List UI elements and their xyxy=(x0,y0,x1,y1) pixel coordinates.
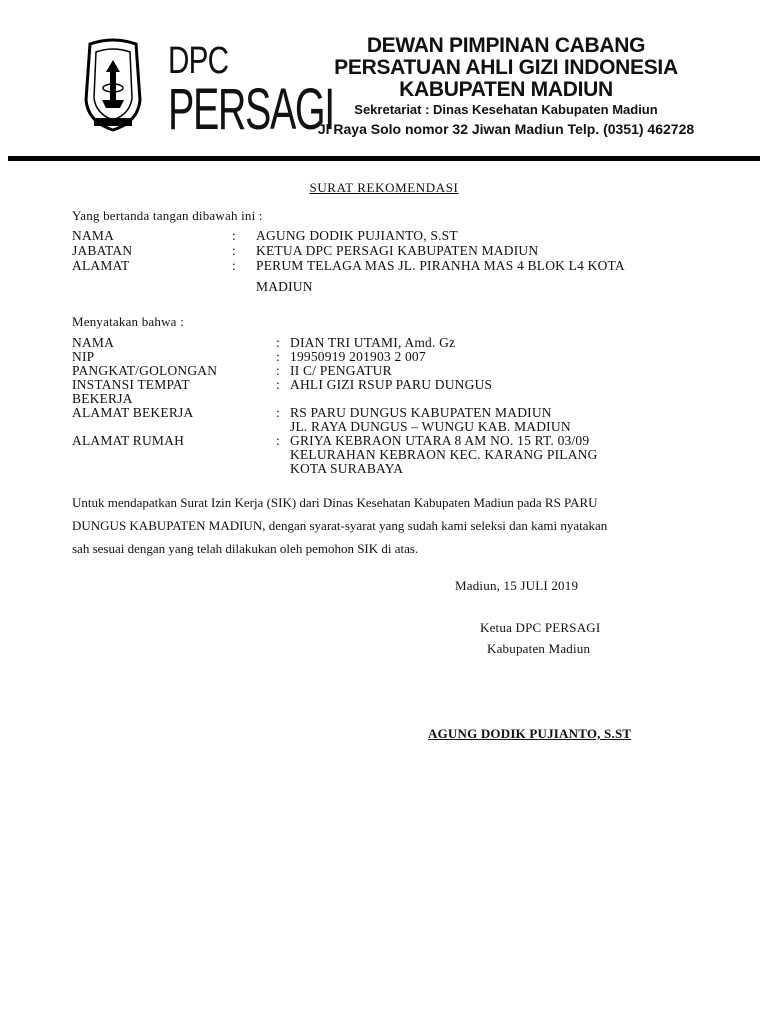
subject-institution-label: INSTANSI TEMPAT xyxy=(72,377,190,392)
subject-name-sep: : xyxy=(276,335,280,350)
body-line-1: Untuk mendapatkan Surat Izin Kerja (SIK) dari Dinas Kesehatan Kabupaten Madiun pada RS PARU xyxy=(72,495,598,510)
subject-home-address-sep: : xyxy=(276,433,280,448)
subject-institution-value: AHLI GIZI RSUP PARU DUNGUS xyxy=(290,377,493,392)
document-title: SURAT REKOMENDASI xyxy=(309,180,459,195)
signer-address-value-2: MADIUN xyxy=(256,279,313,294)
letterhead-divider xyxy=(8,156,760,161)
signer-title-1: Ketua DPC PERSAGI xyxy=(480,620,601,635)
subject-home-address-value: GRIYA KEBRAON UTARA 8 AM NO. 15 RT. 03/09 xyxy=(290,433,590,448)
subject-work-address-value-2: JL. RAYA DUNGUS – WUNGU KAB. MADIUN xyxy=(290,419,571,434)
body-line-3: sah sesuai dengan yang telah dilakukan oleh pemohon SIK di atas. xyxy=(72,541,419,556)
persagi-logo xyxy=(80,38,146,134)
subject-rank-label: PANGKAT/GOLONGAN xyxy=(72,363,218,378)
signer-name-label: NAMA xyxy=(72,228,115,243)
address-line: Jl Raya Solo nomor 32 Jiwan Madiun Telp. (0351) 462728 xyxy=(317,121,695,137)
subject-name-label: NAMA xyxy=(72,335,115,350)
subject-work-address-sep: : xyxy=(276,405,280,420)
org-line-2: PERSATUAN AHLI GIZI INDONESIA xyxy=(334,56,678,79)
signer-name-sep: : xyxy=(232,228,236,243)
signer-address-label: ALAMAT xyxy=(72,258,130,273)
persagi-emblem-icon xyxy=(80,38,146,134)
subject-nip-value: 19950919 201903 2 007 xyxy=(290,349,426,364)
brand-persagi: PERSAGI xyxy=(168,77,334,142)
subject-rank-sep: : xyxy=(276,363,280,378)
place-date: Madiun, 15 JULI 2019 xyxy=(455,578,579,593)
signer-signature-name: AGUNG DODIK PUJIANTO, S.ST xyxy=(428,726,632,741)
secretariat-line: Sekretariat : Dinas Kesehatan Kabupaten Madiun xyxy=(354,102,658,117)
signer-address-sep: : xyxy=(232,258,236,273)
body-line-2: DUNGUS KABUPATEN MADIUN, dengan syarat-syarat yang sudah kami seleksi dan kami nyatakan xyxy=(72,518,608,533)
org-line-3: KABUPATEN MADIUN xyxy=(399,78,613,101)
subject-work-address-value: RS PARU DUNGUS KABUPATEN MADIUN xyxy=(290,405,552,420)
subject-work-address-label: ALAMAT BEKERJA xyxy=(72,405,194,420)
subject-rank-value: II C/ PENGATUR xyxy=(290,363,392,378)
signer-name-value: AGUNG DODIK PUJIANTO, S.ST xyxy=(256,228,458,243)
intro-text: Yang bertanda tangan dibawah ini : xyxy=(72,208,263,223)
declare-text: Menyatakan bahwa : xyxy=(72,314,184,329)
signer-position-value: KETUA DPC PERSAGI KABUPATEN MADIUN xyxy=(256,243,539,258)
subject-home-address-value-3: KOTA SURABAYA xyxy=(290,461,404,476)
subject-nip-label: NIP xyxy=(72,349,95,364)
signer-address-value: PERUM TELAGA MAS JL. PIRANHA MAS 4 BLOK L4 KOTA xyxy=(256,258,625,273)
org-line-1: DEWAN PIMPINAN CABANG xyxy=(366,34,646,57)
subject-name-value: DIAN TRI UTAMI, Amd. Gz xyxy=(290,335,456,350)
subject-institution-sep: : xyxy=(276,377,280,392)
subject-institution-label-2: BEKERJA xyxy=(72,391,133,406)
signer-position-label: JABATAN xyxy=(72,243,133,258)
subject-home-address-value-2: KELURAHAN KEBRAON KEC. KARANG PILANG xyxy=(290,447,598,462)
brand-dpc: DPC xyxy=(168,40,229,82)
subject-home-address-label: ALAMAT RUMAH xyxy=(72,433,185,448)
subject-nip-sep: : xyxy=(276,349,280,364)
signer-position-sep: : xyxy=(232,243,236,258)
signer-title-2: Kabupaten Madiun xyxy=(487,641,591,656)
